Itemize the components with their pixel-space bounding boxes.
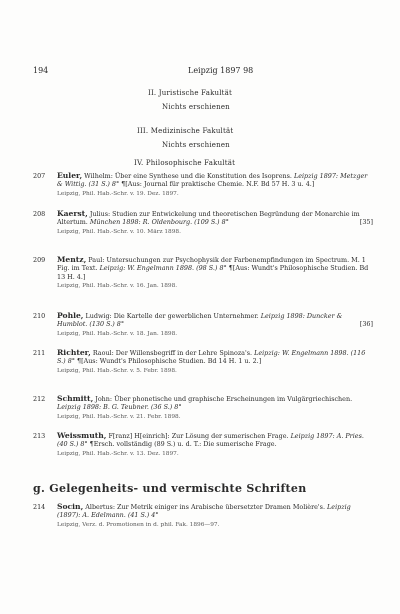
entry-title: Wilhelm: Über eine Synthese und die Konstitution des Isoprens. (84, 172, 292, 180)
entry-number: 210 (33, 312, 46, 320)
entry-number: 209 (33, 256, 46, 264)
entry-note: Leipzig, Phil. Hab.-Schr. v. 10. März 1898. (57, 228, 181, 235)
entry-publication: Leipzig 1898: B. G. Teubner. (36 S.) 8° (57, 403, 182, 412)
entry-213 (33, 432, 373, 458)
entry-title: John: Über phonetische und graphische Erscheinungen im Vulgärgriechischen. (95, 395, 353, 403)
entry-publication: Leipzig: W. Engelmann 1898. (116 S.) 8° (57, 349, 366, 366)
entry-title: F[ranz] H[einrich]: Zur Lösung der sumerischen Frage. (108, 432, 289, 440)
entry-extra: ¶[Aus: Journal für praktische Chemie. N.F. Bd 57 H. 3 u. 4.] (121, 180, 315, 189)
entry-number: 214 (33, 503, 46, 511)
entry-note: Leipzig, Phil. Hab.-Schr. v. 13. Dez. 1897. (57, 450, 179, 457)
entry-author: Mentz, (57, 255, 87, 264)
section-line-juristische: Nichts erschienen (162, 103, 230, 111)
section-heading-philosophische: IV. Philosophische Fakultät (134, 159, 236, 167)
entry-title: Paul: Untersuchungen zur Psychophysik der Farbenempfindungen im Spectrum. M. 1 Fig. im Text. (57, 256, 366, 273)
entry-212 (33, 395, 373, 421)
entry-208 (33, 210, 373, 236)
entry-number: 207 (33, 172, 46, 180)
entry-209 (33, 256, 373, 291)
section-heading-gelegenheitsschriften: g. Gelegenheits- und vermischte Schriften (33, 482, 307, 495)
entry-publication: Leipzig 1897: A. Pries. (40 S.) 8° (57, 432, 364, 449)
entry-note: Leipzig, Phil. Hab.-Schr. v. 19. Dez. 1897. (57, 190, 179, 197)
running-head: Leipzig 1897 98 (188, 66, 254, 75)
entry-publication: Leipzig: W. Engelmann 1898. (98 S.) 8° (99, 264, 227, 273)
entry-note: Leipzig, Phil. Hab.-Schr. v. 5. Febr. 1898. (57, 367, 177, 374)
entry-author: Kaerst, (57, 209, 88, 218)
entry-number: 213 (33, 432, 46, 440)
entry-number: 211 (33, 349, 46, 357)
entry-title: Julius: Studien zur Entwickelung und theoretischen Begründung der Monarchie im Altertum. (57, 210, 360, 227)
entry-author: Pohle, (57, 311, 84, 320)
entry-207 (33, 172, 373, 198)
entry-214 (33, 503, 373, 529)
entry-publication: Leipzig 1897: Metzger & Wittig. (31 S.) 8° (57, 172, 368, 189)
entry-title: Raoul: Der Willensbegriff in der Lehre Spinoza's. (92, 349, 253, 357)
entry-extra: ¶Ersch. vollständig (89 S.) u. d. T.: Die sumerische Frage. (89, 440, 277, 449)
entry-author: Richter, (57, 348, 91, 357)
section-line-medizinische: Nichts erschienen (162, 141, 230, 149)
entry-211 (33, 349, 373, 375)
page-number: 194 (33, 66, 49, 75)
entry-note: Leipzig, Verz. d. Promotionen in d. phil. Fak. 1896—97. (57, 521, 220, 528)
entry-author: Socin, (57, 502, 84, 511)
section-heading-medizinische: III. Medizinische Fakultät (137, 127, 234, 135)
entry-number: 208 (33, 210, 46, 218)
entry-extra: [36] (359, 320, 373, 329)
section-heading-juristische: II. Juristische Fakultät (148, 89, 233, 97)
entry-note: Leipzig, Phil. Hab.-Schr. v. 18. Jan. 1898. (57, 330, 178, 337)
entry-extra: ¶[Aus: Wundt's Philosophische Studien. Bd 14 H. 1 u. 2.] (77, 357, 262, 366)
entry-number: 212 (33, 395, 46, 403)
entry-publication: Leipzig (1897): A. Edelmann. (41 S.) 4° (57, 503, 351, 520)
entry-author: Weissmuth, (57, 431, 107, 440)
entry-extra: ¶[Aus: Wundt's Philosophische Studien. Bd 13 H. 4.] (57, 264, 369, 281)
entry-note: Leipzig, Phil. Hab.-Schr. v. 16. Jan. 1898. (57, 283, 178, 290)
entry-publication: Leipzig 1898: Duncker & Humblot. (130 S.) 8° (57, 312, 343, 329)
entry-note: Leipzig, Phil. Hab.-Schr. v. 21. Febr. 1898. (57, 413, 181, 420)
entry-extra: [35] (359, 218, 373, 227)
entry-publication: München 1898: R. Oldenbourg. (109 S.) 8° (89, 218, 229, 227)
entry-author: Euler, (57, 171, 83, 180)
entry-title: Ludwig: Die Kartelle der gewerblichen Unternehmer. (85, 312, 259, 320)
entry-210 (33, 312, 373, 338)
entry-author: Schmitt, (57, 394, 94, 403)
entry-title: Albertus: Zur Metrik einiger ins Arabische übersetzter Dramen Molière's. (85, 503, 325, 511)
